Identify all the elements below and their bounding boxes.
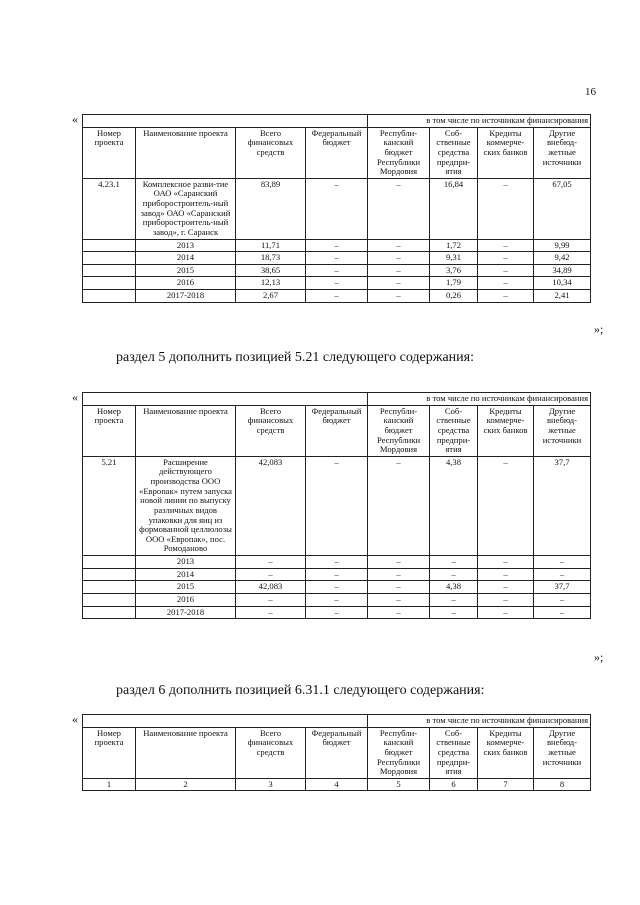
year-federal: – <box>306 277 368 290</box>
col-header-credits: Кредиты коммерче-ских банков <box>478 127 534 178</box>
year-federal: – <box>306 606 368 619</box>
column-number: 1 <box>83 778 136 791</box>
year-row <box>83 264 591 277</box>
project-total: 42,083 <box>236 456 306 555</box>
year-republic: – <box>368 252 430 265</box>
year-other: 37,7 <box>534 581 591 594</box>
year-republic: – <box>368 277 430 290</box>
year-row-blank <box>83 593 136 606</box>
project-own: 16,84 <box>430 178 478 239</box>
opening-quote: « <box>72 112 78 126</box>
year-label: 2015 <box>136 264 236 277</box>
project-republic: – <box>368 178 430 239</box>
year-other: 9,42 <box>534 252 591 265</box>
year-label: 2016 <box>136 277 236 290</box>
year-own: – <box>430 556 478 569</box>
year-credits: – <box>478 290 534 303</box>
col-header-other: Другие внебюд-жетные источники <box>534 405 591 456</box>
col-header-republic: Республи-канский бюджет Республики Мордовия <box>368 727 430 778</box>
col-header-own: Соб-ственные средства предпри-ятия <box>430 127 478 178</box>
col-header-total: Всего финансовых средств <box>236 405 306 456</box>
project-row <box>83 456 591 555</box>
year-row-blank <box>83 568 136 581</box>
year-other: – <box>534 593 591 606</box>
project-row <box>83 178 591 239</box>
financing-sources-caption: в том числе по источникам финансирования <box>368 115 591 128</box>
year-federal: – <box>306 556 368 569</box>
year-total: – <box>236 568 306 581</box>
col-header-federal: Федеральный бюджет <box>306 405 368 456</box>
year-federal: – <box>306 252 368 265</box>
year-row-blank <box>83 277 136 290</box>
project-name: Комплексное разви-тие ОАО «Саранский приборостроитель-ный завод» ОАО «Саранский приборостроитель-ный завод», г. Саранск <box>136 178 236 239</box>
year-credits: – <box>478 556 534 569</box>
year-republic: – <box>368 568 430 581</box>
project-credits: – <box>478 456 534 555</box>
year-credits: – <box>478 252 534 265</box>
section5-instruction: раздел 5 дополнить позицией 5.21 следующего содержания: <box>116 350 474 365</box>
year-other: – <box>534 556 591 569</box>
project-federal: – <box>306 456 368 555</box>
year-row <box>83 593 591 606</box>
year-credits: – <box>478 277 534 290</box>
column-number: 3 <box>236 778 306 791</box>
year-total: 11,71 <box>236 239 306 252</box>
year-row-blank <box>83 252 136 265</box>
year-label: 2013 <box>136 556 236 569</box>
project-number: 4.23.1 <box>83 178 136 239</box>
year-republic: – <box>368 581 430 594</box>
year-label: 2017-2018 <box>136 290 236 303</box>
year-federal: – <box>306 290 368 303</box>
project-total: 83,89 <box>236 178 306 239</box>
project-name: Расширение действующего производства ООО «Европак» путем запуска новой линии по выпуску различных видов упаковки для яиц из формованной целлюлозы ООО «Европак», пос. Ромоданово <box>136 456 236 555</box>
year-row <box>83 556 591 569</box>
project-credits: – <box>478 178 534 239</box>
year-republic: – <box>368 593 430 606</box>
col-header-other: Другие внебюд-жетные источники <box>534 727 591 778</box>
column-number: 6 <box>430 778 478 791</box>
opening-quote: « <box>72 712 78 726</box>
col-header-republic: Республи-канский бюджет Республики Мордовия <box>368 405 430 456</box>
year-label: 2017-2018 <box>136 606 236 619</box>
column-number: 5 <box>368 778 430 791</box>
col-header-other: Другие внебюд-жетные источники <box>534 127 591 178</box>
col-header-federal: Федеральный бюджет <box>306 727 368 778</box>
year-own: – <box>430 606 478 619</box>
column-number: 4 <box>306 778 368 791</box>
year-republic: – <box>368 239 430 252</box>
year-other: 34,89 <box>534 264 591 277</box>
year-label: 2016 <box>136 593 236 606</box>
year-other: 10,34 <box>534 277 591 290</box>
year-row-blank <box>83 556 136 569</box>
col-header-number: Номер проекта <box>83 727 136 778</box>
project-own: 4,38 <box>430 456 478 555</box>
col-header-total: Всего финансовых средств <box>236 727 306 778</box>
project-federal: – <box>306 178 368 239</box>
year-credits: – <box>478 581 534 594</box>
year-credits: – <box>478 593 534 606</box>
year-other: – <box>534 568 591 581</box>
year-federal: – <box>306 593 368 606</box>
year-other: 2,41 <box>534 290 591 303</box>
year-row <box>83 290 591 303</box>
financing-sources-caption: в том числе по источникам финансирования <box>368 715 591 728</box>
year-total: 38,65 <box>236 264 306 277</box>
column-number: 7 <box>478 778 534 791</box>
year-federal: – <box>306 239 368 252</box>
year-row-blank <box>83 239 136 252</box>
year-row <box>83 252 591 265</box>
year-row-blank <box>83 290 136 303</box>
closing-quote: »; <box>594 650 604 664</box>
project-number: 5.21 <box>83 456 136 555</box>
col-header-name: Наименование проекта <box>136 127 236 178</box>
col-header-federal: Федеральный бюджет <box>306 127 368 178</box>
year-republic: – <box>368 290 430 303</box>
opening-quote: « <box>72 390 78 404</box>
year-own: 0,26 <box>430 290 478 303</box>
column-number: 2 <box>136 778 236 791</box>
year-credits: – <box>478 606 534 619</box>
year-row-blank <box>83 606 136 619</box>
year-republic: – <box>368 264 430 277</box>
year-own: 1,72 <box>430 239 478 252</box>
col-header-number: Номер проекта <box>83 127 136 178</box>
year-federal: – <box>306 264 368 277</box>
year-label: 2014 <box>136 568 236 581</box>
col-header-credits: Кредиты коммерче-ских банков <box>478 405 534 456</box>
year-own: 1,79 <box>430 277 478 290</box>
year-label: 2013 <box>136 239 236 252</box>
project-republic: – <box>368 456 430 555</box>
section6-instruction: раздел 6 дополнить позицией 6.31.1 следующего содержания: <box>116 683 485 698</box>
col-header-own: Соб-ственные средства предпри-ятия <box>430 405 478 456</box>
financing-table-6-31-1 <box>82 714 591 791</box>
col-header-name: Наименование проекта <box>136 727 236 778</box>
col-header-credits: Кредиты коммерче-ских банков <box>478 727 534 778</box>
year-other: 9,99 <box>534 239 591 252</box>
year-row-blank <box>83 264 136 277</box>
year-row <box>83 277 591 290</box>
col-header-total: Всего финансовых средств <box>236 127 306 178</box>
financing-sources-caption: в том числе по источникам финансирования <box>368 393 591 406</box>
year-row <box>83 581 591 594</box>
year-own: 9,31 <box>430 252 478 265</box>
year-other: – <box>534 606 591 619</box>
project-other: 37,7 <box>534 456 591 555</box>
col-header-name: Наименование проекта <box>136 405 236 456</box>
project-other: 67,05 <box>534 178 591 239</box>
year-total: – <box>236 593 306 606</box>
column-number: 8 <box>534 778 591 791</box>
year-total: 18,73 <box>236 252 306 265</box>
column-number-row <box>83 778 591 791</box>
header-blank <box>83 715 368 728</box>
year-row-blank <box>83 581 136 594</box>
closing-quote: »; <box>594 322 604 336</box>
year-total: 42,083 <box>236 581 306 594</box>
header-blank <box>83 393 368 406</box>
year-label: 2015 <box>136 581 236 594</box>
year-total: 2,67 <box>236 290 306 303</box>
year-label: 2014 <box>136 252 236 265</box>
year-total: 12,13 <box>236 277 306 290</box>
year-row <box>83 606 591 619</box>
year-own: – <box>430 568 478 581</box>
year-row <box>83 239 591 252</box>
col-header-number: Номер проекта <box>83 405 136 456</box>
year-federal: – <box>306 581 368 594</box>
financing-table-5-21 <box>82 392 591 619</box>
year-own: 3,76 <box>430 264 478 277</box>
year-federal: – <box>306 568 368 581</box>
year-total: – <box>236 556 306 569</box>
header-blank <box>83 115 368 128</box>
year-credits: – <box>478 264 534 277</box>
year-own: 4,38 <box>430 581 478 594</box>
year-credits: – <box>478 568 534 581</box>
financing-table-4-23-1 <box>82 114 591 303</box>
col-header-republic: Республи-канский бюджет Республики Мордовия <box>368 127 430 178</box>
col-header-own: Соб-ственные средства предпри-ятия <box>430 727 478 778</box>
year-credits: – <box>478 239 534 252</box>
year-own: – <box>430 593 478 606</box>
year-row <box>83 568 591 581</box>
year-republic: – <box>368 556 430 569</box>
year-total: – <box>236 606 306 619</box>
page-number: 16 <box>585 86 596 98</box>
year-republic: – <box>368 606 430 619</box>
